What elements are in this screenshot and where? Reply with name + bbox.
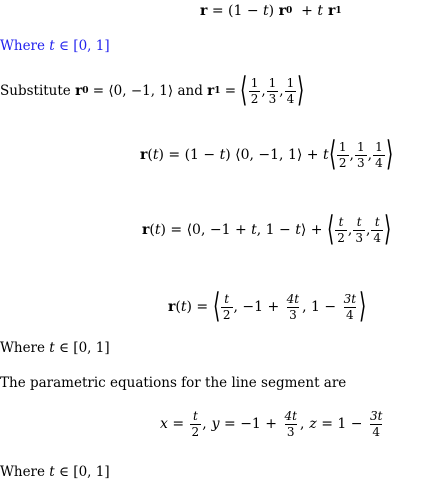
var-t: t [154,222,161,238]
subscript-0: 0 [285,6,293,16]
equation-r-t-final [168,285,366,329]
var-t: t [317,3,323,19]
interval-text: ∈ [0, 1] [54,340,110,356]
substitute-text: Substitute [0,83,76,99]
fraction: $\frac{1}{4}$ [375,139,383,170]
eq-text: + [292,3,318,19]
var-t: t [49,464,55,480]
left-angle-bracket: ⟨ [240,70,248,110]
var-t: t [251,222,257,238]
paren: ( [175,299,181,315]
fraction: $\frac{3t}{4}$ [343,291,357,322]
eq-text: , −1 + [233,299,284,315]
var-t: t [263,3,269,19]
var-t: t [180,299,187,315]
eq-text: ) [268,3,279,19]
equation-r-t-step1: r ( t ) = (1 − t ) ⟨0, −1, 1⟩ + t ⟨ $\frac{1}{2}$ , $\frac{1}{3}$ , $\frac{1}{4}$ ⟩ [140,134,393,174]
var-t: t [152,147,159,163]
where-text: Where [0,464,50,480]
right-angle-bracket: ⟩ [385,134,393,174]
vector-r0: r [75,83,83,99]
fraction: $\frac{t}{2}$ [191,408,200,439]
var-t: t [49,38,55,54]
fraction: $\frac{t}{2}$ [222,291,231,322]
eq-text: ) = [186,299,213,315]
vector-r1: r [327,3,336,19]
interval-text: ∈ [0, 1] [54,38,110,54]
parametric-equations: x = $\frac{t}{2}$ , y = −1 + $\frac{4t}{3}$ , z = 1 − $\frac{3t}{4}$ [160,408,383,439]
subscript-0: 0 [82,86,89,96]
fraction: $\frac{t}{2}$ [337,214,345,245]
where-text: Where [0,340,50,356]
line-segment-equation [200,0,342,22]
vector-r: r [142,222,150,238]
right-angle-bracket: ⟩ [297,70,305,110]
substitute-line: Substitute r 0 = ⟨0, −1, 1⟩ and r 1 = ⟨ $\frac{1}{2}$ , $\frac{1}{3}$ , $\frac{1}{4}$ ⟩ [0,70,305,110]
eq-text: = 1 − [316,416,367,432]
fraction: $\frac{4t}{3}$ [286,291,300,322]
fraction: $\frac{3t}{4}$ [369,408,383,439]
vector-r: r [140,147,148,163]
var-t: t [295,222,301,238]
right-angle-bracket: ⟩ [384,209,392,249]
left-angle-bracket: ⟨ [328,134,336,174]
where-condition-3 [0,464,110,480]
paren: ( [149,222,155,238]
fraction: $\frac{1}{3}$ [268,75,277,106]
var-z: z [309,416,317,432]
vector-r1: r [207,83,215,99]
var-x: x [160,416,168,432]
eq-text: ⟩ + [300,222,327,238]
vector-r: r [200,3,208,19]
eq-text: , 1 − [302,299,341,315]
fraction: $\frac{t}{3}$ [355,214,363,245]
var-t: t [49,340,55,356]
fraction: $\frac{t}{4}$ [373,214,382,245]
var-y: y [211,416,220,432]
right-angle-bracket: ⟩ [359,286,367,326]
paren: ( [147,147,153,163]
parametric-intro: The parametric equations for the line segment are [0,375,347,391]
fraction: $\frac{1}{3}$ [356,139,365,170]
fraction: $\frac{1}{2}$ [338,139,347,170]
substitute-text: = [220,83,241,99]
eq-text: = −1 + [219,416,282,432]
subscript-1: 1 [214,86,221,96]
substitute-text: = ⟨0, −1, 1⟩ and [88,83,208,99]
eq-text: = [167,416,189,432]
where-text: Where [0,38,50,54]
fraction: $\frac{1}{4}$ [286,75,295,106]
eq-text: ) ⟨0, −1, 1⟩ + [225,147,323,163]
left-angle-bracket: ⟨ [212,286,220,326]
eq-text: = (1 − [207,3,264,19]
eq-text: , 1 − [256,222,296,238]
vector-r: r [168,299,176,315]
left-angle-bracket: ⟨ [326,209,335,249]
where-condition-2 [0,340,110,356]
equation-r-t-step2: r ( t ) = ⟨0, −1 + t , 1 − t ⟩ + ⟨ $\frac{t}{2}$ , $\frac{t}{3}$ , $\frac{t}{4}$ ⟩ [142,209,392,249]
eq-text: ) = ⟨0, −1 + [160,222,252,238]
fraction: $\frac{1}{2}$ [250,75,259,106]
fraction: $\frac{4t}{3}$ [284,408,297,439]
var-t: t [219,147,226,163]
eq-text: ) = (1 − [158,147,220,163]
vector-r0: r [278,3,286,19]
where-condition-1 [0,38,110,54]
var-t: t [322,147,329,163]
subscript-1: 1 [335,6,342,16]
interval-text: ∈ [0, 1] [54,464,110,480]
